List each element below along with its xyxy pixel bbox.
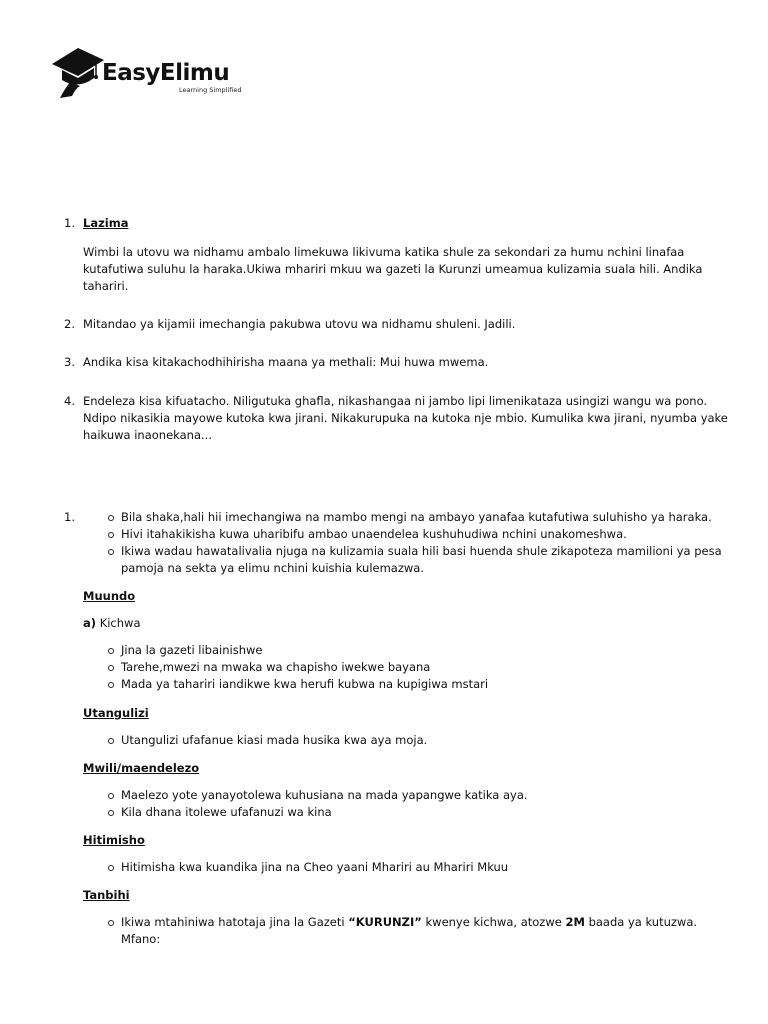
list-item: Kila dhana itolewe ufafanuzi wa kina [108,804,728,821]
question-2 [64,316,744,333]
list-item: Hivi itahakikisha kuwa uharibifu ambao unaendelea kushuhudiwa nchini unakomeshwa. [108,526,728,543]
mwili-points-list [108,787,728,821]
question-text: Endeleza kisa kifuatacho. Niligutuka ghafla, nikashangaa ni jambo lipi limenikataza usingizi wangu wa pono. Ndipo nikasikia mayowe kutoka kwa jirani. Nikakurupuka na kutoka nje mbio. Kumulika kwa jirani, nyumba yake haikuwa inaonekana... [83,394,728,442]
brand-tagline: Learning Simplified [179,86,242,94]
graduation-cap-icon [50,46,106,100]
question-number: 1. [64,216,75,230]
kichwa-line [83,615,141,632]
hitimisho-points-list [108,859,728,876]
brand-name: EasyElimu [102,60,230,86]
muundo-heading: Muundo [83,589,136,603]
tanbihi-marks: 2M [565,915,585,929]
question-number: 3. [64,355,75,369]
hitimisho-heading: Hitimisho [83,833,145,847]
question-3 [64,354,744,371]
list-item: Tarehe,mwezi na mwaka wa chapisho iwekwe bayana [108,659,728,676]
list-item: Jina la gazeti libainishwe [108,642,728,659]
utangulizi-points-list [108,732,728,749]
list-item: Utangulizi ufafanue kiasi mada husika kwa aya moja. [108,732,728,749]
tanbihi-gazeti-name: “KURUNZI” [348,915,422,929]
easyelimu-logo [50,46,250,100]
kichwa-text: Kichwa [99,616,141,630]
intro-points-list [108,509,728,577]
tanbihi-text-2: kwenye kichwa, atozwe [421,915,566,929]
question-number: 2. [64,317,75,331]
tanbihi-heading: Tanbihi [83,888,130,902]
kichwa-points-list [108,642,728,693]
question-text: Mitandao ya kijamii imechangia pakubwa utovu wa nidhamu shuleni. Jadili. [83,317,516,331]
question-text: Andika kisa kitakachodhihirisha maana ya methali: Mui huwa mwema. [83,355,489,369]
tanbihi-text-3: baada ya kutuzwa. [584,915,698,929]
answer-number: 1. [64,510,75,524]
list-item: Mada ya tahariri iandikwe kwa herufi kubwa na kupigiwa mstari [108,676,728,693]
utangulizi-heading: Utangulizi [83,706,149,720]
question-1 [64,215,744,295]
list-item: Hitimisha kwa kuandika jina na Cheo yaani Mhariri au Mhariri Mkuu [108,859,728,876]
question-number: 4. [64,394,75,408]
list-item: Bila shaka,hali hii imechangiwa na mambo mengi na ambayo yanafaa kutafutiwa suluhisho ya haraka. [108,509,728,526]
list-item [108,914,728,948]
tanbihi-points-list [108,914,728,948]
question-4 [64,393,744,444]
mwili-heading: Mwili/maendelezo [83,761,200,775]
list-item: Ikiwa wadau hawatalivalia njuga na kulizamia suala hili basi huenda shule zikapoteza mamilioni ya pesa pamoja na sekta ya elimu nchini kuishia kulemazwa. [108,543,728,577]
question-text: Wimbi la utovu wa nidhamu ambalo limekuwa likivuma katika shule za sekondari za humu nchini linafaa kutafutiwa suluhu la haraka.Ukiwa mhariri mkuu wa gazeti la Kurunzi umeamua kulizamia suala hili. Andika tahariri. [83,245,703,293]
tanbihi-example-label: Mfano: [121,932,161,946]
question-title: Lazima [83,216,129,230]
kichwa-label: a) [83,616,97,630]
tanbihi-text-1: Ikiwa mtahiniwa hatotaja jina la Gazeti [121,915,349,929]
list-item: Maelezo yote yanayotolewa kuhusiana na mada yapangwe katika aya. [108,787,728,804]
